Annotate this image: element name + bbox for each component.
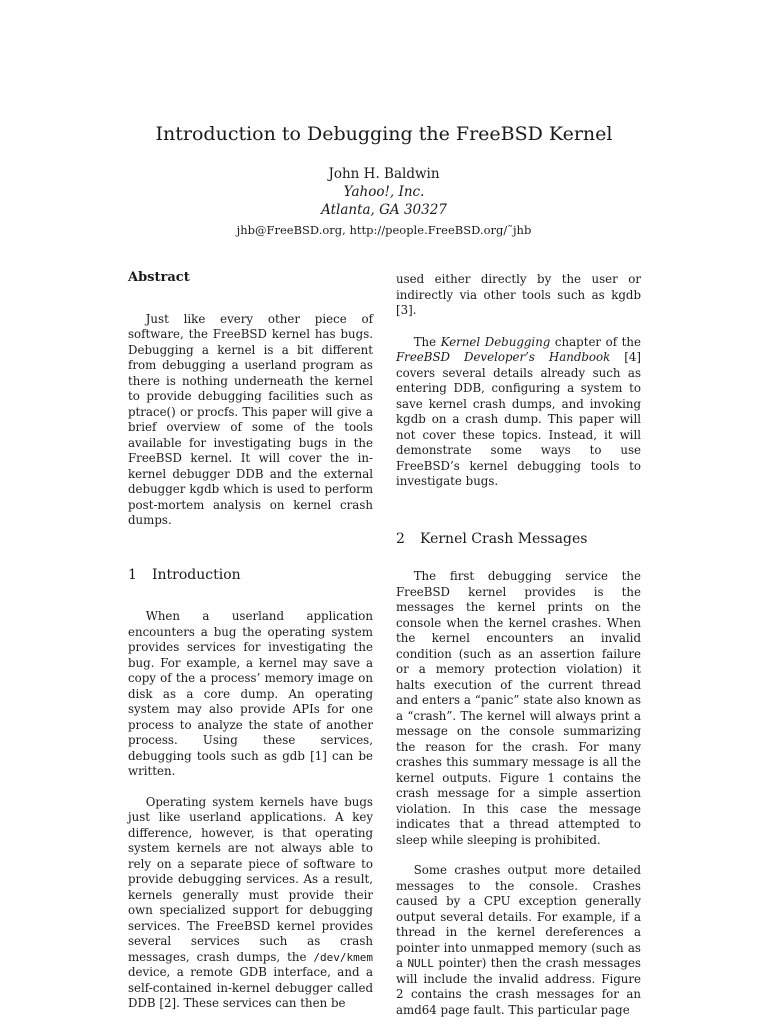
text-run: chapter of the [550, 334, 641, 349]
section-title: Introduction [152, 566, 241, 583]
code-dev-kmem: /dev/kmem [313, 950, 373, 964]
abstract-heading: Abstract [128, 270, 190, 285]
paper-title: Introduction to Debugging the FreeBSD Kernel [155, 123, 613, 145]
author-name: John H. Baldwin [328, 166, 440, 182]
section-number: 2 [396, 530, 405, 547]
author-affiliation: Yahoo!, Inc. [343, 184, 425, 200]
text-run: [4] covers several details already such as entering DDB, configuring a system to save kernel crash dumps, and invoking kgdb on a crash dump. This paper will not cover these topics. Instead, it will demonstrate some ways to use FreeBSD’s kernel debugging tools to investigate bugs. [396, 350, 641, 488]
intro-paragraph-3 [396, 335, 641, 490]
intro-paragraph-2-continued: used either directly by the user or indirectly via other tools such as kgdb [3]. [396, 272, 641, 317]
intro-paragraph-2 [128, 795, 373, 1012]
italic-handbook-title: FreeBSD Developer’s Handbook [396, 350, 611, 364]
section-heading-introduction [128, 568, 373, 584]
abstract-text: Just like every other piece of software, the FreeBSD kernel has bugs. Debugging a kernel is a bit different from debugging a userland program as there is nothing underneath the kernel to provide debugging facilities such as ptrace() or procfs. This paper will give a brief overview of some of the tools available for investigating bugs in the FreeBSD kernel. It will cover the in-kernel debugger DDB and the external debugger kgdb which is used to perform post-mortem analysis on kernel crash dumps. [128, 311, 373, 527]
text-run: Some crashes output more detailed messages to the console. Crashes caused by a CPU exception generally output several details. For example, if a thread in the kernel dereferences a pointer into unmapped memory (such as a [396, 863, 641, 970]
italic-kernel-debugging: Kernel Debugging [440, 334, 551, 349]
intro-paragraph-1: When a userland application encounters a bug the operating system provides services for investigating the bug. For example, a kernel may save a copy of the a process’ memory image on disk as a core dump. An operating system may also provide APIs for one process to analyze the state of another process. Using these services, debugging tools such as gdb [1] can be written. [128, 609, 373, 778]
text-run: The [413, 334, 441, 349]
left-column [128, 270, 373, 1012]
code-null: NULL [407, 957, 434, 970]
text-run: device, a remote GDB interface, and a self-contained in-kernel debugger called DDB [2]. These services can then be [128, 965, 373, 1010]
right-column [396, 272, 641, 1018]
text-run: Operating system kernels have bugs just like userland applications. A key difference, however, is that operating system kernels are not always able to rely on a separate piece of software to provide debugging services. As a result, kernels generally must provide their own specialized support for debugging services. The FreeBSD kernel provides several services such as crash messages, crash dumps, the [128, 794, 373, 964]
author-location: Atlanta, GA 30327 [321, 202, 447, 218]
text-run: pointer) then the crash messages will include the invalid address. Figure 2 contains the crash messages for an amd64 page fault. This particular page [396, 956, 641, 1017]
crash-paragraph-2 [396, 863, 641, 1018]
section-heading-crash-messages [396, 532, 641, 548]
section-number: 1 [128, 566, 137, 583]
crash-paragraph-1: The first debugging service the FreeBSD kernel provides is the messages the kernel prints on the console when the kernel crashes. When the kernel encounters an invalid condition (such as an assertion failure or a memory protection violation) it halts execution of the current thread and enters a “panic” state also known as a “crash”. The kernel will always print a message on the console summarizing the reason for the crash. For many crashes this summary message is all the kernel outputs. Figure 1 contains the crash message for a simple assertion violation. In this case the message indicates that a thread attempted to sleep while sleeping is prohibited. [396, 569, 641, 847]
section-title: Kernel Crash Messages [420, 530, 588, 547]
author-contact: jhb@FreeBSD.org, http://people.FreeBSD.org/˜jhb [236, 223, 532, 237]
